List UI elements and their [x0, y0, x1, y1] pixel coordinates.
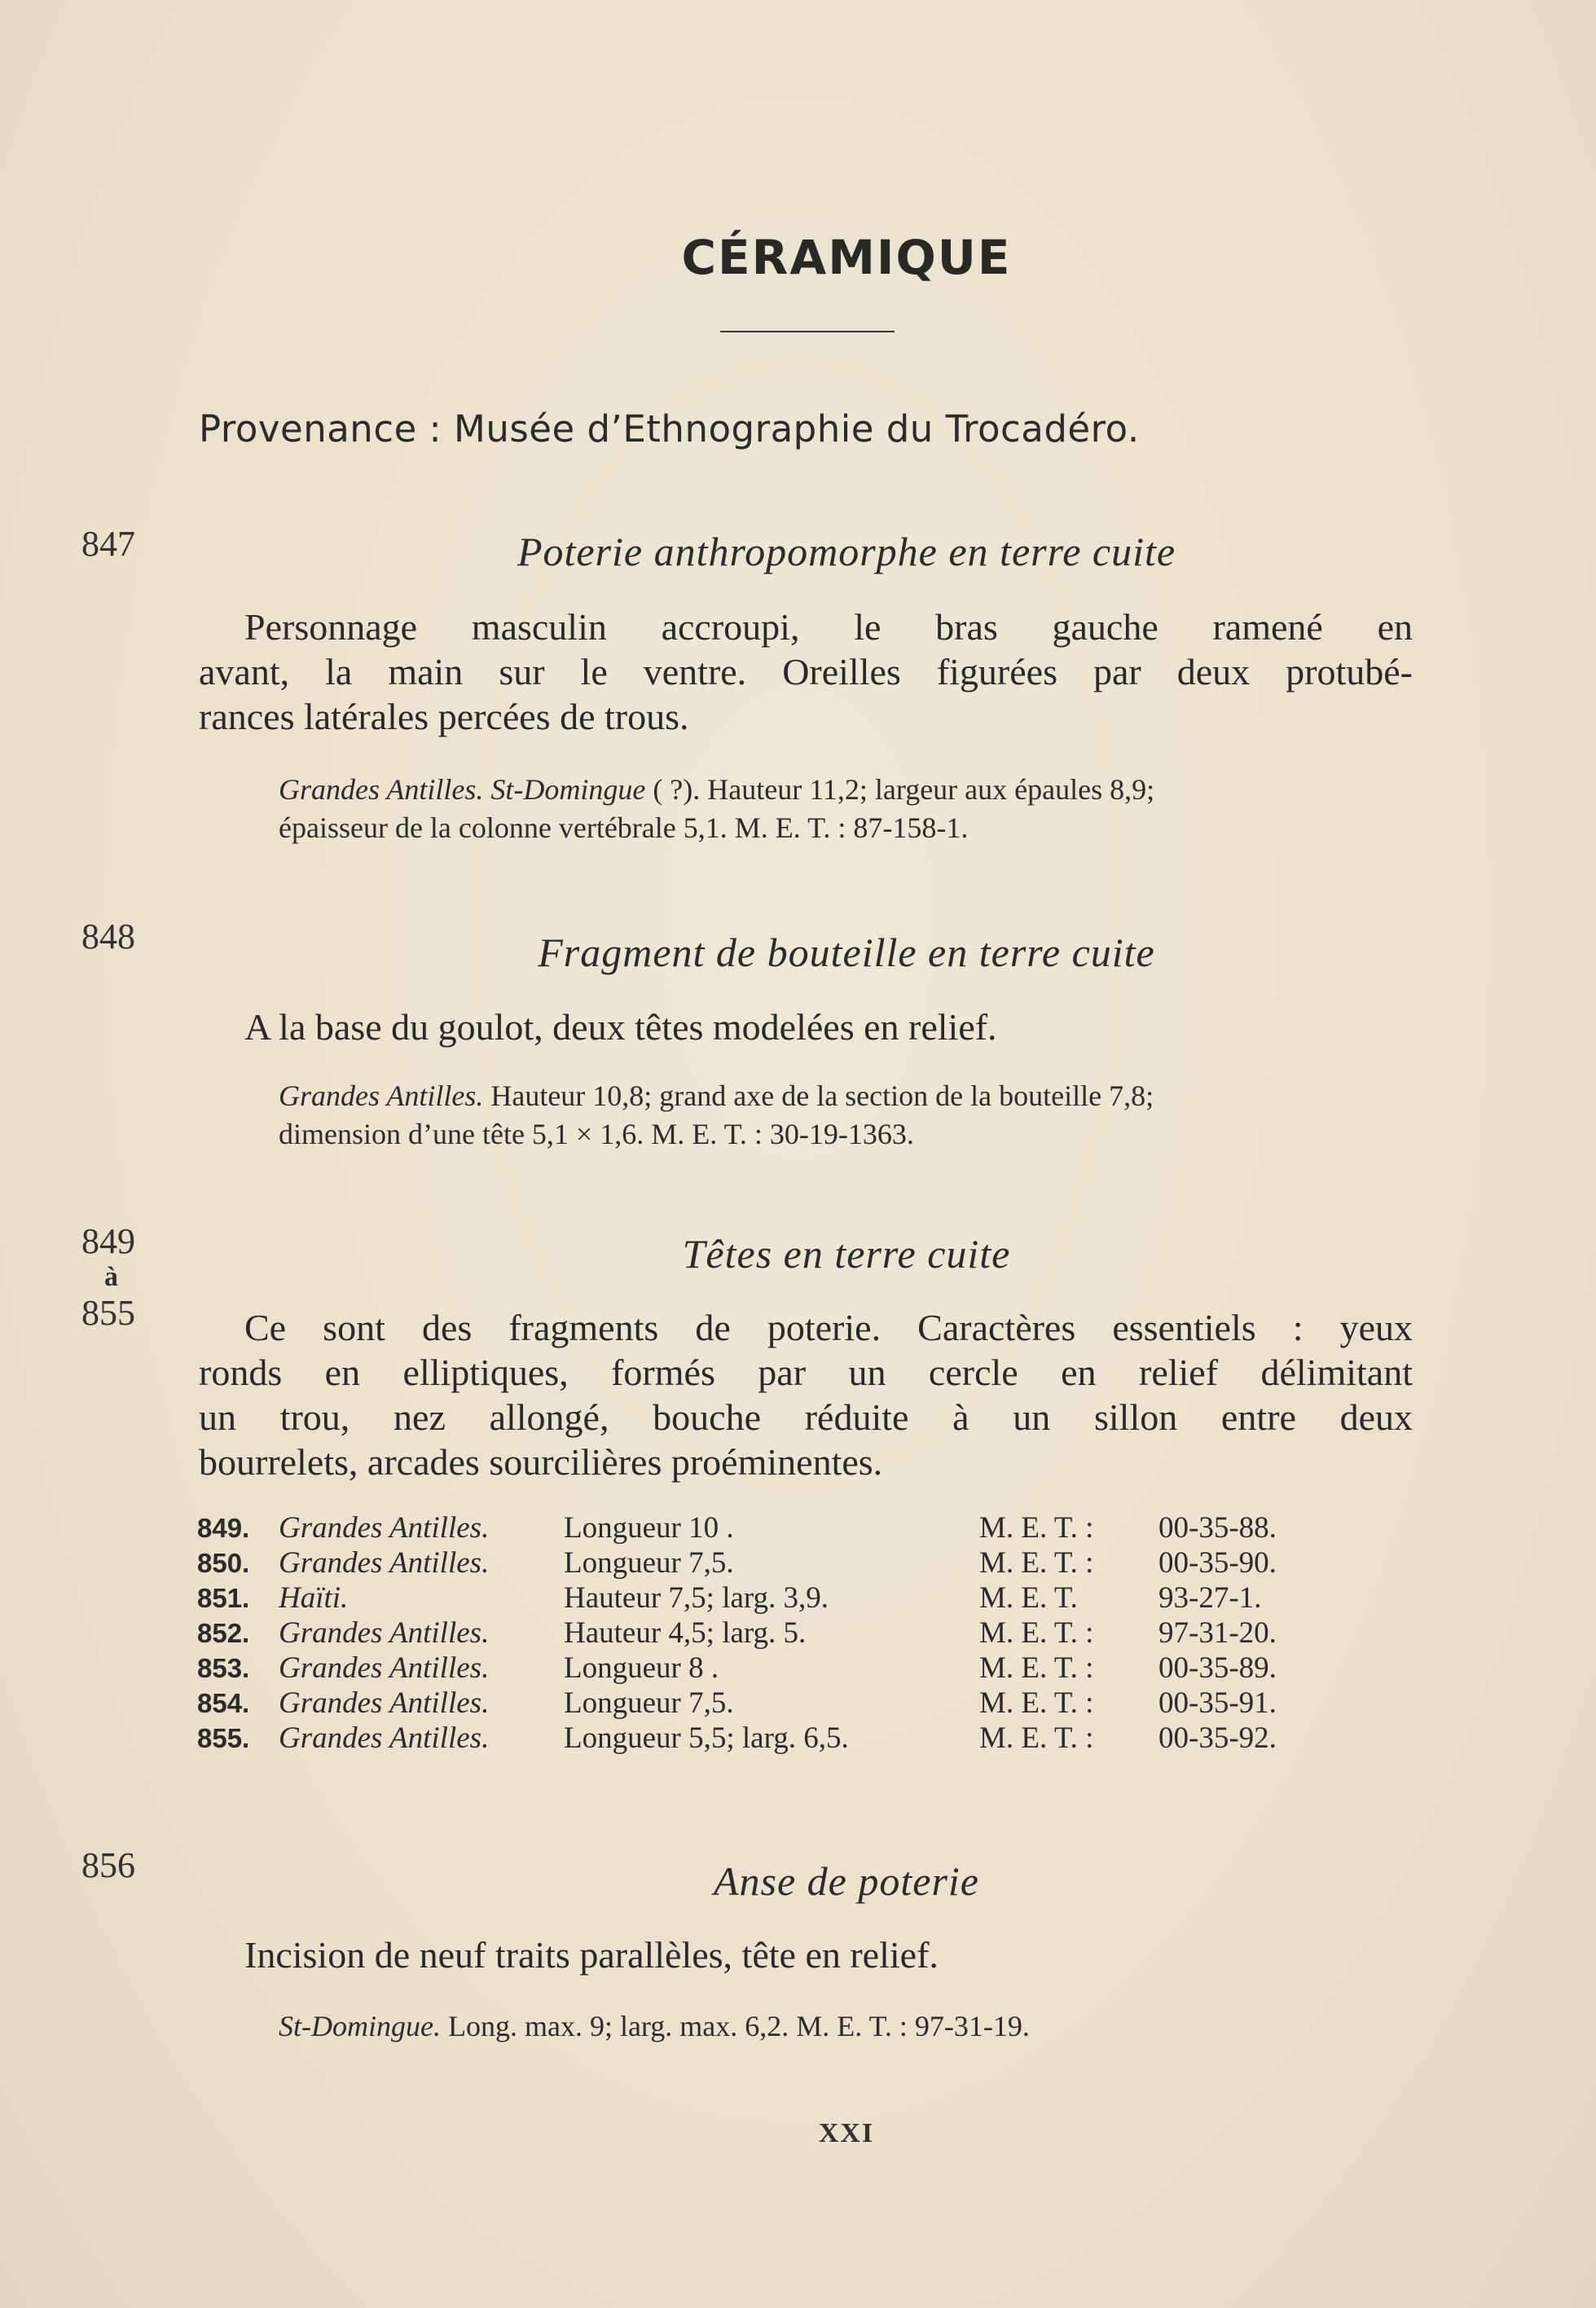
item-location: Grandes Antilles. [279, 1721, 490, 1755]
range-end: 855 [81, 1293, 135, 1333]
item-met-label: M. E. T. : [979, 1511, 1094, 1545]
item-dimensions: Longueur 7,5. [564, 1546, 734, 1580]
item-met-label: M. E. T. : [979, 1616, 1094, 1650]
table-row [197, 1545, 1277, 1580]
item-reference: 00-35-89. [1159, 1651, 1277, 1685]
entry-number: 848 [81, 917, 135, 956]
meta-line: dimension d’une tête 5,1 × 1,6. M. E. T. : 30-19-1363. [279, 1118, 914, 1150]
entry-description [199, 1305, 1413, 1484]
meta-details: Hauteur 10,8; grand axe de la section de la bouteille 7,8; [483, 1079, 1154, 1112]
item-number: 850. [197, 1548, 250, 1578]
entry-meta [279, 1077, 1414, 1154]
items-table [197, 1510, 1277, 1756]
entry-description [199, 1932, 1413, 1977]
entry-description [199, 604, 1413, 739]
item-reference: 00-35-92. [1159, 1721, 1277, 1755]
item-number: 855. [197, 1723, 250, 1753]
entry-heading: Têtes en terre cuite [682, 1231, 1011, 1277]
provenance-line: Provenance : Musée d’Ethnographie du Trocadéro. [199, 407, 1140, 451]
description-line: A la base du goulot, deux têtes modelées en relief. [244, 1006, 997, 1048]
meta-line [279, 771, 1414, 809]
item-met-label: M. E. T. [979, 1581, 1078, 1615]
item-location: Haïti. [279, 1581, 349, 1615]
table-row [197, 1616, 1277, 1651]
description-line: bourrelets, arcades sourcilières proéminentes. [199, 1441, 883, 1483]
description-line: Ce sont des fragments de poterie. Caractères essentiels : yeux [244, 1307, 1413, 1348]
item-reference: 00-35-90. [1159, 1546, 1277, 1580]
item-dimensions: Longueur 8 . [564, 1651, 719, 1685]
item-location: Grandes Antilles. [279, 1651, 490, 1685]
item-location: Grandes Antilles. [279, 1616, 490, 1650]
description-line: ronds en elliptiques, formés par un cercle en relief délimitant [199, 1352, 1413, 1393]
entry-description [199, 1005, 1413, 1049]
item-reference: 00-35-88. [1159, 1511, 1277, 1545]
meta-details: Long. max. 9; larg. max. 6,2. M. E. T. : 97-31-19. [440, 2010, 1030, 2042]
meta-place: Grandes Antilles. [279, 1079, 484, 1112]
item-dimensions: Longueur 7,5. [564, 1686, 734, 1720]
item-dimensions: Hauteur 7,5; larg. 3,9. [564, 1581, 829, 1615]
table-row [197, 1686, 1277, 1721]
item-reference: 97-31-20. [1159, 1616, 1277, 1650]
entry-meta [279, 771, 1414, 847]
item-dimensions: Hauteur 4,5; larg. 5. [564, 1616, 807, 1650]
item-reference: 93-27-1. [1159, 1581, 1262, 1615]
table-row [197, 1580, 1277, 1616]
meta-details: ( ?). Hauteur 11,2; largeur aux épaules 8,9; [645, 773, 1155, 806]
title-divider [720, 331, 895, 332]
item-number: 854. [197, 1688, 250, 1718]
entry-heading: Poterie anthropomorphe en terre cuite [517, 529, 1176, 574]
description-line: Personnage masculin accroupi, le bras gauche ramené en [244, 606, 1413, 648]
entry-number: 856 [81, 1845, 135, 1885]
item-reference: 00-35-91. [1159, 1686, 1277, 1720]
table-row [197, 1510, 1277, 1545]
description-line: un trou, nez allongé, bouche réduite à un sillon entre deux [199, 1396, 1413, 1438]
item-met-label: M. E. T. : [979, 1651, 1094, 1685]
table-row [197, 1651, 1277, 1686]
entry-number: 847 [81, 524, 135, 564]
entry-heading: Anse de poterie [713, 1858, 979, 1904]
item-met-label: M. E. T. : [979, 1686, 1094, 1720]
meta-line [279, 2007, 1414, 2046]
item-dimensions: Longueur 10 . [564, 1511, 734, 1545]
item-met-label: M. E. T. : [979, 1546, 1094, 1580]
item-location: Grandes Antilles. [279, 1511, 490, 1545]
page-number: XXI [818, 2118, 875, 2148]
item-dimensions: Longueur 5,5; larg. 6,5. [564, 1721, 849, 1755]
entry-meta [279, 2007, 1414, 2046]
table-row [197, 1721, 1277, 1756]
description-line: rances latérales percées de trous. [199, 696, 689, 737]
description-line: Incision de neuf traits parallèles, tête en relief. [244, 1934, 939, 1976]
meta-line [279, 1077, 1414, 1115]
page-title: CÉRAMIQUE [681, 230, 1012, 285]
item-location: Grandes Antilles. [279, 1686, 490, 1720]
description-line: avant, la main sur le ventre. Oreilles figurées par deux protubé- [199, 651, 1413, 692]
item-location: Grandes Antilles. [279, 1546, 490, 1580]
range-start: 849 [81, 1221, 135, 1261]
item-number: 853. [197, 1653, 250, 1683]
item-number: 849. [197, 1513, 250, 1543]
range-joiner: à [104, 1262, 118, 1292]
item-met-label: M. E. T. : [979, 1721, 1094, 1755]
item-number: 851. [197, 1583, 250, 1613]
item-number: 852. [197, 1618, 250, 1648]
meta-place: St-Domingue. [279, 2010, 441, 2042]
entry-heading: Fragment de bouteille en terre cuite [538, 930, 1155, 975]
meta-line: épaisseur de la colonne vertébrale 5,1. M. E. T. : 87-158-1. [279, 811, 969, 844]
meta-place: Grandes Antilles. St-Domingue [279, 773, 646, 806]
